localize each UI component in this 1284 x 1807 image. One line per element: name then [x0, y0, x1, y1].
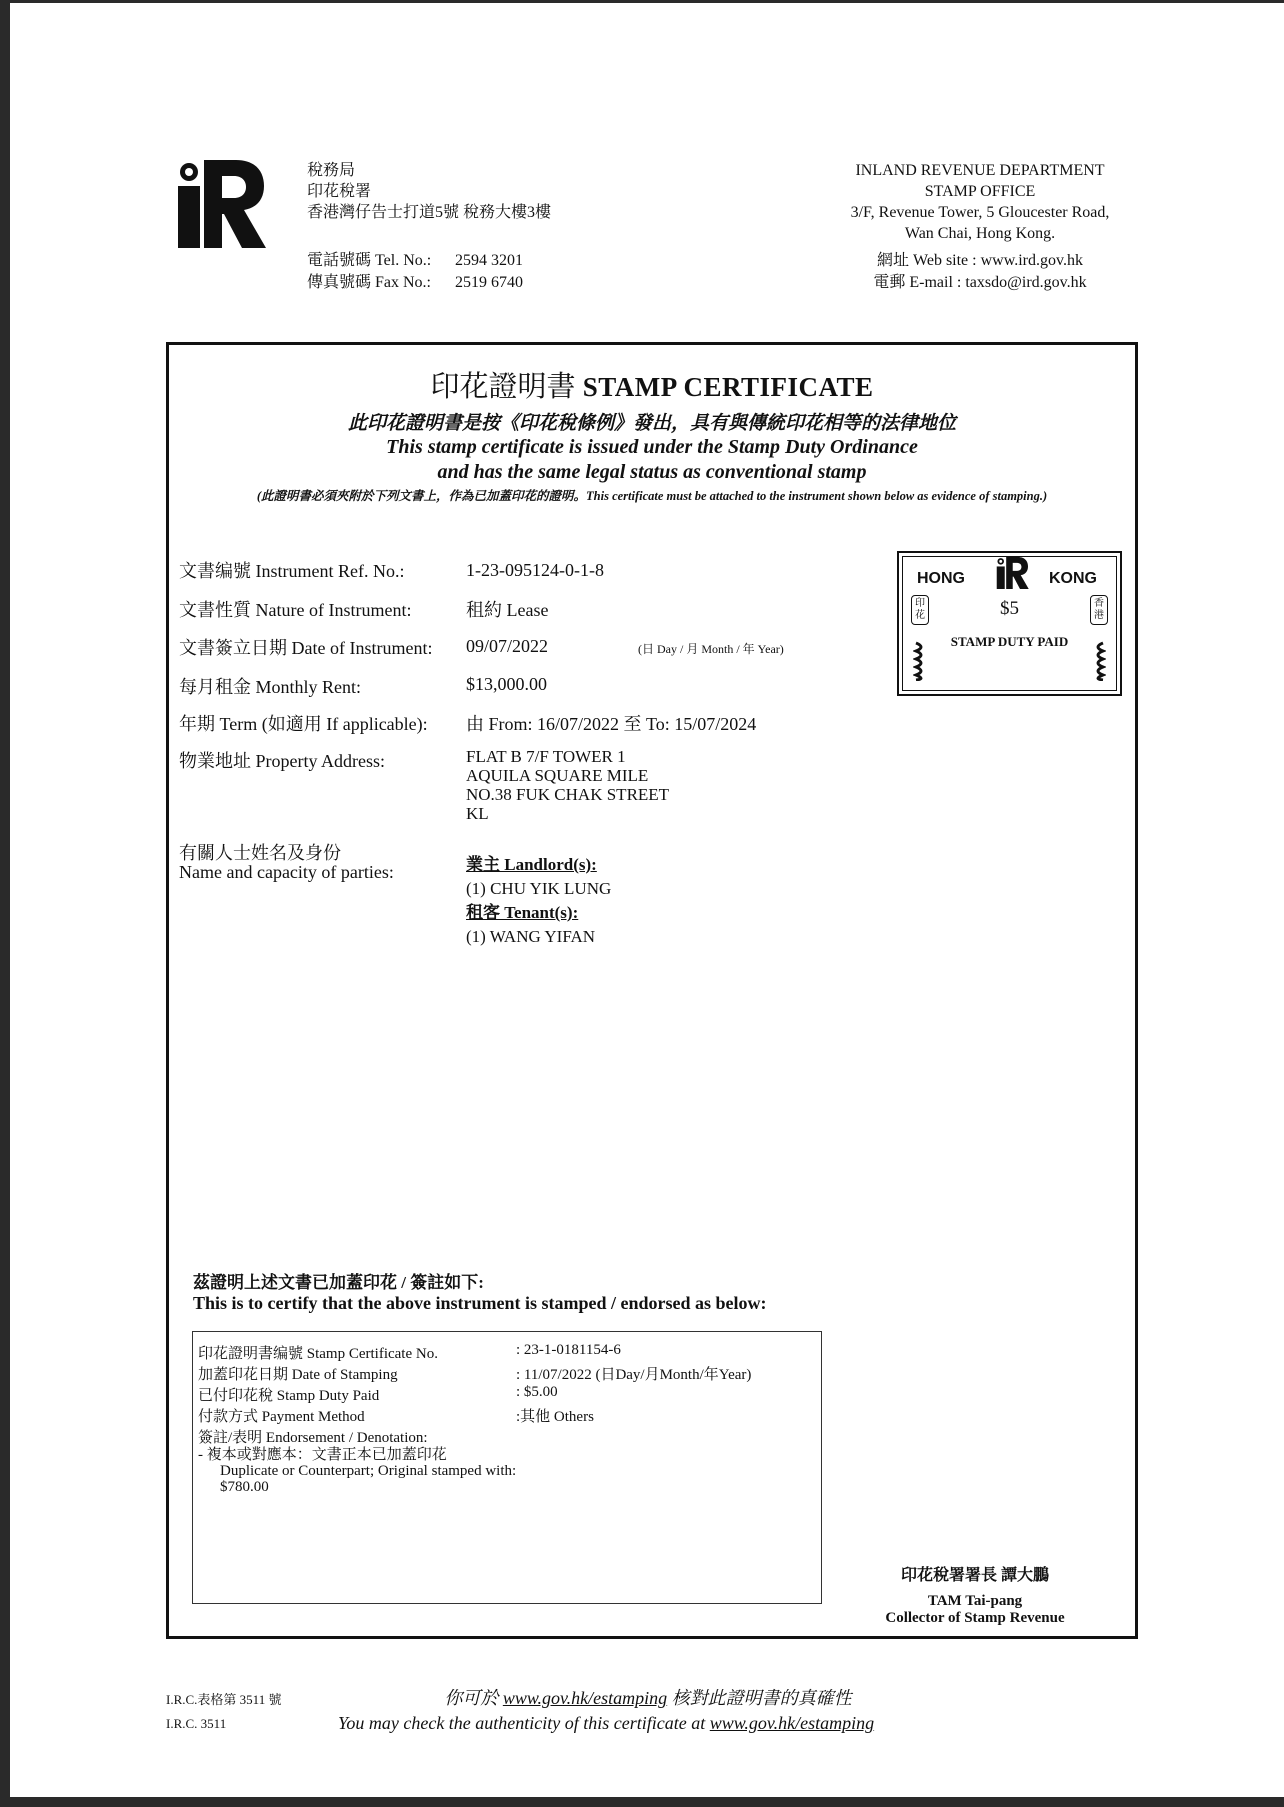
form-number-cn: I.R.C.表格第 3511 號: [166, 1692, 282, 1707]
header-left-address: [307, 160, 551, 223]
address-line: KL: [466, 804, 489, 823]
page-frame-left: [0, 0, 10, 1807]
payment-method-label: 付款方式 Payment Method: [198, 1409, 365, 1425]
cert-no-value: : 23-1-0181154-6: [516, 1342, 621, 1358]
stamp-date-value: : 11/07/2022 (日Day/月Month/年Year): [516, 1367, 752, 1383]
rent-value: $13,000.00: [466, 674, 547, 694]
form-number-en: I.R.C. 3511: [166, 1716, 227, 1731]
title-en: STAMP CERTIFICATE: [582, 372, 874, 402]
address-line: AQUILA SQUARE MILE: [466, 766, 649, 785]
stamp-inner-border: [902, 556, 1117, 691]
subtitle-en: [166, 435, 1138, 485]
header-address-cn: 香港灣仔告士打道5號 稅務大樓3樓: [307, 204, 552, 221]
certificate-title: [166, 364, 1138, 405]
collector-name: TAM Tai-pang: [927, 1593, 1023, 1609]
landlord-name: (1) CHU YIK LUNG: [466, 879, 612, 898]
stamp-amount: $5: [1000, 598, 1019, 619]
subtitle-en-line1: This stamp certificate is issued under the Stamp Duty Ordinance: [386, 436, 918, 458]
date-label: 文書簽立日期 Date of Instrument:: [179, 638, 433, 658]
verify-link-en[interactable]: www.gov.hk/estamping: [709, 1713, 875, 1733]
date-format-hint: (日 Day / 月 Month / 年 Year): [638, 642, 784, 656]
stamp-kong: KONG: [1049, 570, 1097, 587]
term-label: 年期 Term (如適用 If applicable):: [179, 714, 428, 734]
denotation-line-3: $780.00: [220, 1479, 269, 1495]
stamp-duty-paid-stamp: [897, 551, 1122, 696]
title-cn: 印花證明書: [430, 371, 576, 403]
header-office-en: STAMP OFFICE: [924, 183, 1036, 200]
denotation-label: 簽註/表明 Endorsement / Denotation:: [198, 1430, 428, 1446]
stamp-left-ornament-icon: [913, 641, 929, 681]
header-dept-en: INLAND REVENUE DEPARTMENT: [855, 162, 1105, 179]
nature-value: 租約 Lease: [466, 600, 549, 620]
form-number: [166, 1688, 281, 1736]
ref-value: 1-23-095124-0-1-8: [466, 560, 604, 580]
ird-logo-icon: [174, 160, 266, 248]
address-line: FLAT B 7/F TOWER 1: [466, 747, 626, 766]
parties-label-cn: 有關人士姓名及身份: [179, 843, 341, 863]
header-right-address: [820, 160, 1140, 244]
tenant-heading: 租客 Tenant(s):: [466, 903, 579, 922]
tel-label: 電話號碼 Tel. No.:: [307, 252, 432, 269]
parties-label-en: Name and capacity of parties:: [179, 862, 394, 882]
address-line: NO.38 FUK CHAK STREET: [466, 785, 670, 804]
header-contact: [307, 250, 523, 294]
subtitle-en-line2: and has the same legal status as conventional stamp: [437, 461, 867, 483]
header-dept-cn: 稅務局: [307, 162, 356, 179]
date-value: 09/07/2022: [466, 636, 549, 656]
stamp-hong: HONG: [917, 570, 965, 587]
duty-paid-value: : $5.00: [516, 1384, 558, 1400]
stamp-ird-logo-icon: [995, 557, 1029, 589]
denotation-line-1: - 複本或對應本：文書正本已加蓋印花: [198, 1447, 447, 1463]
page-frame-bottom: [0, 1797, 1284, 1807]
property-address: [466, 747, 669, 823]
duty-paid-label: 已付印花稅 Stamp Duty Paid: [198, 1388, 380, 1404]
verify-en-pre: You may check the authenticity of this certificate at: [338, 1713, 706, 1733]
verify-note-en: [338, 1713, 874, 1734]
stamp-date-label: 加蓋印花日期 Date of Stamping: [198, 1367, 398, 1383]
certify-statement-en: This is to certify that the above instrument is stamped / endorsed as below:: [193, 1293, 767, 1313]
nature-label: 文書性質 Nature of Instrument:: [179, 600, 412, 620]
denotation-note: [198, 1447, 516, 1495]
collector-cn: 印花稅署署長 譚大鵬: [900, 1567, 1049, 1584]
verify-note-cn: [338, 1684, 958, 1710]
verify-cn-post: 核對此證明書的真確性: [671, 1688, 852, 1708]
attachment-note: (此證明書必須夾附於下列文書上，作為已加蓋印花的證明。This certificate must be attached to the instrument shown below as evidence of stamping.): [256, 489, 1048, 503]
address-label: 物業地址 Property Address:: [179, 751, 385, 771]
certify-statement-cn: 茲證明上述文書已加蓋印花 / 簽註如下:: [193, 1273, 484, 1292]
denotation-line-2: Duplicate or Counterpart; Original stamped with:: [220, 1463, 517, 1479]
payment-method-value: :其他 Others: [516, 1409, 594, 1425]
stamp-paid-text: STAMP DUTY PAID: [950, 634, 1069, 649]
verify-link-cn[interactable]: www.gov.hk/estamping: [502, 1688, 668, 1708]
email-text: 電郵 E-mail : taxsdo@ird.gov.hk: [873, 274, 1087, 291]
tel-value: 2594 3201: [455, 252, 523, 269]
subtitle-cn: 此印花證明書是按《印花稅條例》發出，具有與傳統印花相等的法律地位: [347, 413, 956, 434]
fax-value: 2519 6740: [455, 274, 523, 291]
fax-label: 傳真號碼 Fax No.:: [307, 274, 432, 291]
page-frame-top: [0, 0, 1284, 3]
header-address-en-1: 3/F, Revenue Tower, 5 Gloucester Road,: [850, 204, 1110, 221]
collector-title: Collector of Stamp Revenue: [885, 1610, 1065, 1626]
rent-label: 每月租金 Monthly Rent:: [179, 677, 362, 697]
ref-label: 文書编號 Instrument Ref. No.:: [179, 561, 405, 581]
landlord-heading: 業主 Landlord(s):: [466, 855, 597, 874]
stamp-right-ornament-icon: [1090, 641, 1106, 681]
header-web-contact: [820, 250, 1140, 294]
stamp-left-seal: 印花: [911, 595, 929, 625]
header-address-en-2: Wan Chai, Hong Kong.: [904, 225, 1056, 242]
collector-signature: [860, 1562, 1090, 1627]
parties-label: [179, 844, 394, 882]
parties-list: [466, 853, 611, 949]
stamp-right-seal: 香港: [1090, 595, 1108, 625]
verify-cn-pre: 你可於: [444, 1688, 499, 1708]
cert-no-label: 印花證明書编號 Stamp Certificate No.: [198, 1346, 438, 1362]
tenant-name: (1) WANG YIFAN: [466, 927, 596, 946]
header-office-cn: 印花稅署: [307, 183, 372, 200]
term-value: 由 From: 16/07/2022 至 To: 15/07/2024: [466, 714, 757, 734]
website-text: 網址 Web site : www.ird.gov.hk: [877, 252, 1083, 269]
